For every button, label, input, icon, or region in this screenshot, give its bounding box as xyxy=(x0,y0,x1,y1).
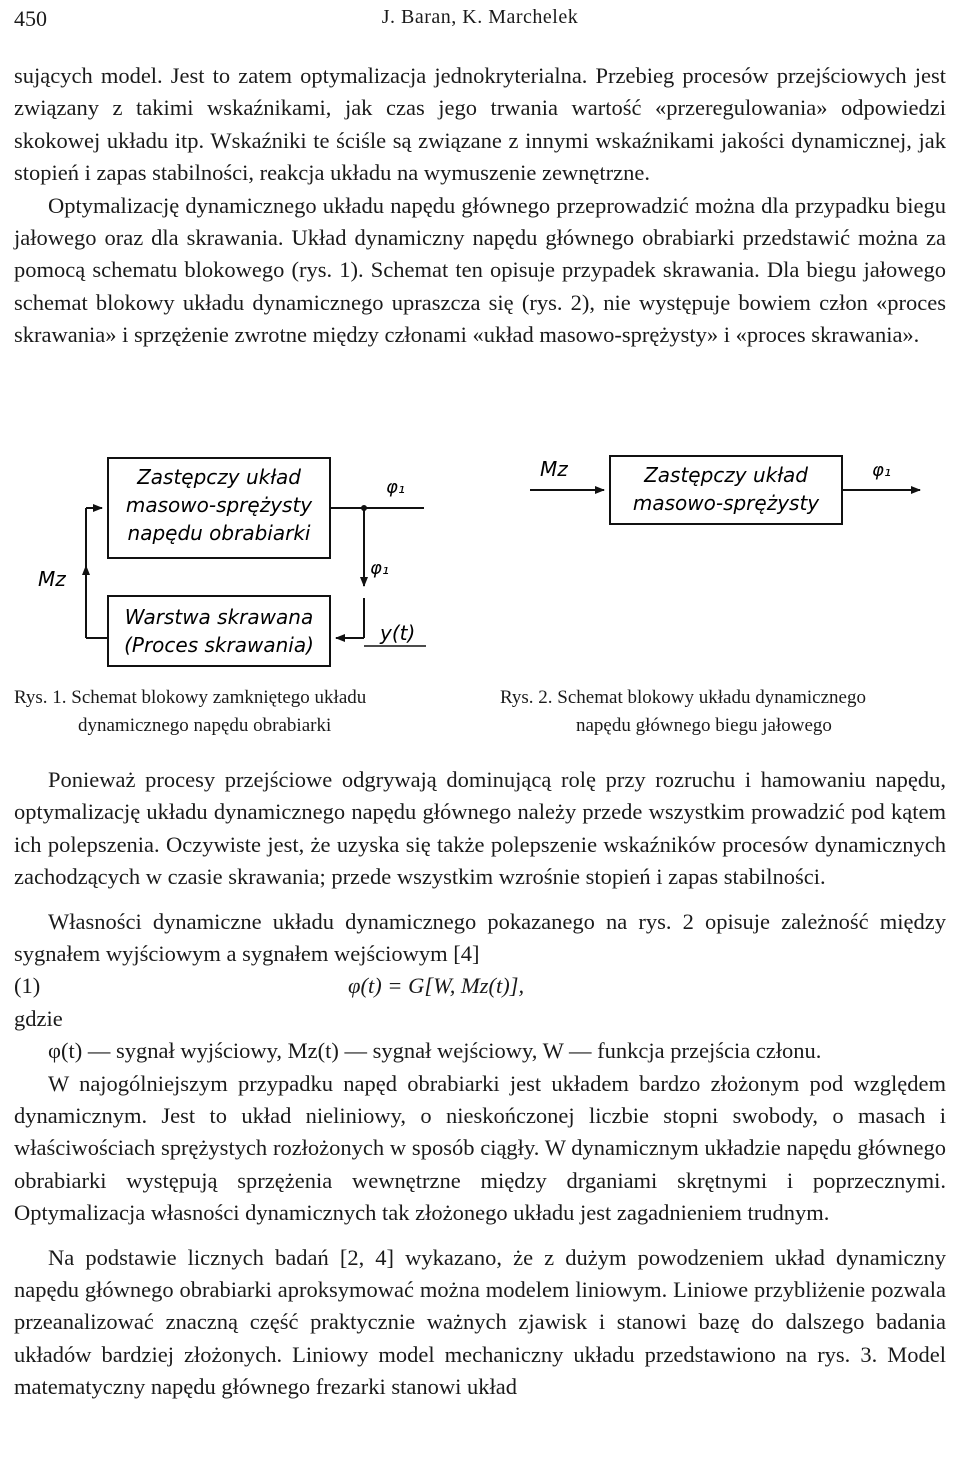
figure-2-diagram xyxy=(500,448,960,678)
block-line1: Zastępczy układ xyxy=(644,463,808,487)
label-yt: y(t) xyxy=(380,621,416,645)
block-top-line3: napędu obrabiarki xyxy=(127,521,311,545)
equation-body: φ(t) = G[W, Mz(t)], xyxy=(348,973,525,999)
figure-2 xyxy=(500,448,960,748)
body-text-bottom xyxy=(14,764,946,1404)
block-top-line2: masowo-sprężysty xyxy=(125,493,313,517)
paragraph: Optymalizację dynamicznego układu napędu głównego przeprowadzić można dla przypadku biegu jałowego oraz dla skrawania. Układ dynamiczny napędu głównego obrabiarki przedstawić można za pomocą schematu blokowego (rys. 1). Schemat ten opisuje przypadek skrawania. Dla biegu jałowego schemat blokowy układu dynamicznego upraszcza się (rys. 2), nie występuje bowiem człon «proces skrawania» i sprzężenie zwrotne między członami «układ masowo-sprężysty» i «proces skrawania». xyxy=(14,192,946,348)
label-mz: Mz xyxy=(38,567,66,591)
gdzie-label: gdzie xyxy=(14,1005,63,1031)
paragraph: W najogólniejszym przypadku napęd obrabiarki jest układem bardzo złożonym pod względem dynamicznym. Jest to układ nieliniowy, o nieskończonej liczbie stopni swobody, o masach i właściwościach sprężystych rozłożonych w sposób ciągły. W dynamicznym układzie napędu głównego obrabiarki występują sprzężenia wewnętrzne między drganiami skrętnymi i poprzecznymi. Optymalizacja własności dynamicznych tak złożonego układu jest zagadnieniem trudnym. xyxy=(14,1070,946,1226)
block-top-line1: Zastępczy układ xyxy=(137,465,301,489)
paragraph: sujących model. Jest to zatem optymalizacja jednokryterialna. Przebieg procesów przejściowych jest związany z takimi wskaźnikami, jak czas jego trwania wartość «przeregulowania» odpowiedzi skokowej układu itp. Wskaźniki te ściśle są związane z innymi wskaźnikami jakości dynamicznej, jak stopień i zapas stabilności, reakcja układu na wymuszenie zewnętrzne. xyxy=(14,63,946,186)
definitions: φ(t) — sygnał wyjściowy, Mz(t) — sygnał wejściowy, W — funkcja przejścia członu. xyxy=(48,1038,822,1064)
equation-1 xyxy=(14,970,946,1002)
caption-line: napędu głównego biegu jałowego xyxy=(576,715,832,736)
caption-line: Rys. 2. Schemat blokowy układu dynamicznego xyxy=(500,687,866,708)
label-mz: Mz xyxy=(540,457,568,481)
page-header xyxy=(14,6,946,40)
block-bottom-line2: (Proces skrawania) xyxy=(124,633,314,657)
figure-1-diagram xyxy=(14,448,464,678)
label-phi: φ₁ xyxy=(872,460,892,481)
figure-1 xyxy=(14,448,464,748)
label-phi-top: φ₁ xyxy=(386,477,406,498)
paragraph: Własności dynamiczne układu dynamicznego pokazanego na rys. 2 opisuje zależność między sygnałem wyjściowym a sygnałem wejściowym [4] xyxy=(14,908,946,967)
label-phi-mid: φ₁ xyxy=(370,558,390,579)
block-line2: masowo-sprężysty xyxy=(632,491,820,515)
equation-number: (1) xyxy=(14,973,41,999)
paragraph: Na podstawie licznych badań [2, 4] wykazano, że z dużym powodzeniem układ dynamiczny napędu głównego obrabiarki aproksymować można modelem liniowym. Liniowe przybliżenie pozwala przeanalizować znaczną część praktycznie ważnych zjawisk i stanowi bazę do dalszego badania układów bardziej złożonych. Liniowy model mechaniczny układu przedstawiono na rys. 3. Model matematyczny napędu głównego frezarki stanowi układ xyxy=(14,1244,946,1400)
page-number: 450 xyxy=(14,6,47,31)
running-head: J. Baran, K. Marchelek xyxy=(381,6,579,28)
paragraph: Ponieważ procesy przejściowe odgrywają dominującą rolę przy rozruchu i hamowaniu napędu, optymalizację układu dynamicznego napędu głównego należy przede wszystkim prowadzić pod kątem ich polepszenia. Oczywiste jest, że uzyska się także polepszenie wskaźników procesów dynamicznych zachodzących w czasie skrawania; przede wszystkim wzrośnie stopień i zapas stabilności. xyxy=(14,767,946,890)
body-text-top xyxy=(14,60,946,352)
block-bottom-line1: Warstwa skrawana xyxy=(124,605,314,629)
caption-line: dynamicznego napędu obrabiarki xyxy=(78,715,332,736)
caption-line: Rys. 1. Schemat blokowy zamkniętego układu xyxy=(14,687,367,708)
